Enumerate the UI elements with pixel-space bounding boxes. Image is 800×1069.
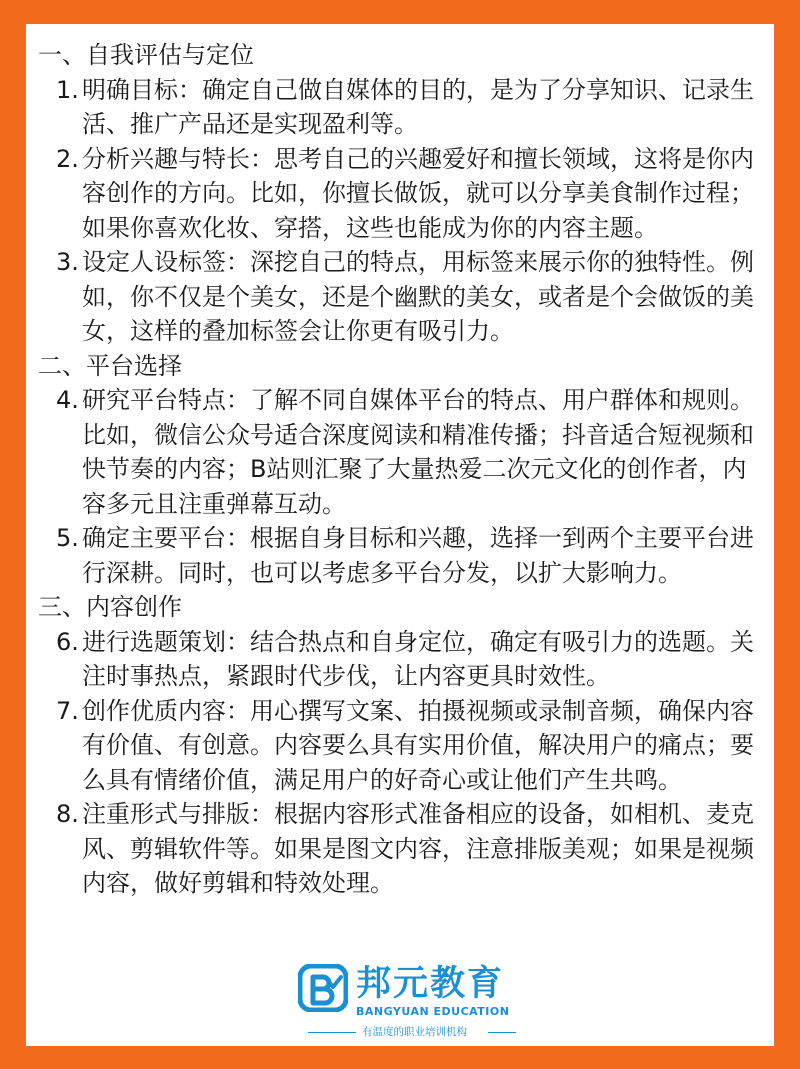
list-item bbox=[38, 73, 762, 142]
list-item bbox=[38, 694, 762, 798]
item-number: 4. bbox=[56, 386, 79, 414]
divider bbox=[308, 1032, 356, 1033]
item-number: 1. bbox=[56, 75, 79, 104]
divider bbox=[488, 1032, 516, 1033]
list-item bbox=[38, 383, 762, 521]
bangyuan-logo-icon bbox=[298, 964, 348, 1012]
list-item bbox=[38, 797, 762, 901]
item-text: 创作优质内容：用心撰写文案、拍摄视频或录制音频，确保内容有价值、有创意。内容要么具有实用价值，解决用户的痛点；要么具有情绪价值，满足用户的好奇心或让他们产生共鸣。 bbox=[82, 696, 754, 794]
item-text: 设定人设标签：深挖自己的特点，用标签来展示你的独特性。例如，你不仅是个美女，还是个幽默的美女，或者是个会做饭的美女，这样的叠加标签会让你更有吸引力。 bbox=[82, 248, 754, 345]
item-text: 研究平台特点：了解不同自媒体平台的特点、用户群体和规则。比如，微信公众号适合深度阅读和精准传播；抖音适合短视频和快节奏的内容；B站则汇聚了大量热爱二次元文化的创作者，内容多元且注重弹幕互动。 bbox=[82, 386, 754, 518]
item-number: 6. bbox=[56, 627, 79, 656]
list-item bbox=[38, 625, 762, 694]
article-content bbox=[38, 38, 762, 901]
logo-name-en: BANGYUAN EDUCATION bbox=[356, 1005, 510, 1018]
tagline-row bbox=[284, 1024, 524, 1040]
article-card bbox=[26, 24, 774, 1046]
logo-tagline: 有温度的职业培训机构 bbox=[362, 1026, 467, 1038]
list-item bbox=[38, 142, 762, 246]
item-text: 注重形式与排版：根据内容形式准备相应的设备，如相机、麦克风、剪辑软件等。如果是图文内容，注意排版美观；如果是视频内容，做好剪辑和特效处理。 bbox=[82, 800, 754, 897]
logo-name-cn: 邦元教育 bbox=[356, 964, 505, 1004]
brand-logo bbox=[284, 962, 524, 1042]
item-number: 5. bbox=[56, 524, 79, 552]
item-number: 7. bbox=[56, 696, 79, 725]
item-text: 确定主要平台：根据自身目标和兴趣，选择一到两个主要平台进行深耕。同时，也可以考虑多平台分发，以扩大影响力。 bbox=[82, 524, 754, 587]
list-item bbox=[38, 521, 762, 590]
list-item bbox=[38, 245, 762, 349]
item-text: 分析兴趣与特长：思考自己的兴趣爱好和擅长领域，这将是你内容创作的方向。比如，你擅长做饭，就可以分享美食制作过程；如果你喜欢化妆、穿搭，这些也能成为你的内容主题。 bbox=[82, 144, 754, 242]
item-text: 进行选题策划：结合热点和自身定位，确定有吸引力的选题。关注时事热点，紧跟时代步伐，让内容更具时效性。 bbox=[82, 627, 754, 690]
section-heading: 三、内容创作 bbox=[38, 593, 182, 621]
section-heading: 一、自我评估与定位 bbox=[38, 41, 254, 69]
item-number: 8. bbox=[56, 800, 79, 828]
item-text: 明确目标：确定自己做自媒体的目的，是为了分享知识、记录生活、推广产品还是实现盈利等。 bbox=[82, 75, 754, 138]
section-heading: 二、平台选择 bbox=[38, 351, 182, 380]
item-number: 3. bbox=[56, 248, 79, 276]
item-number: 2. bbox=[56, 144, 79, 173]
